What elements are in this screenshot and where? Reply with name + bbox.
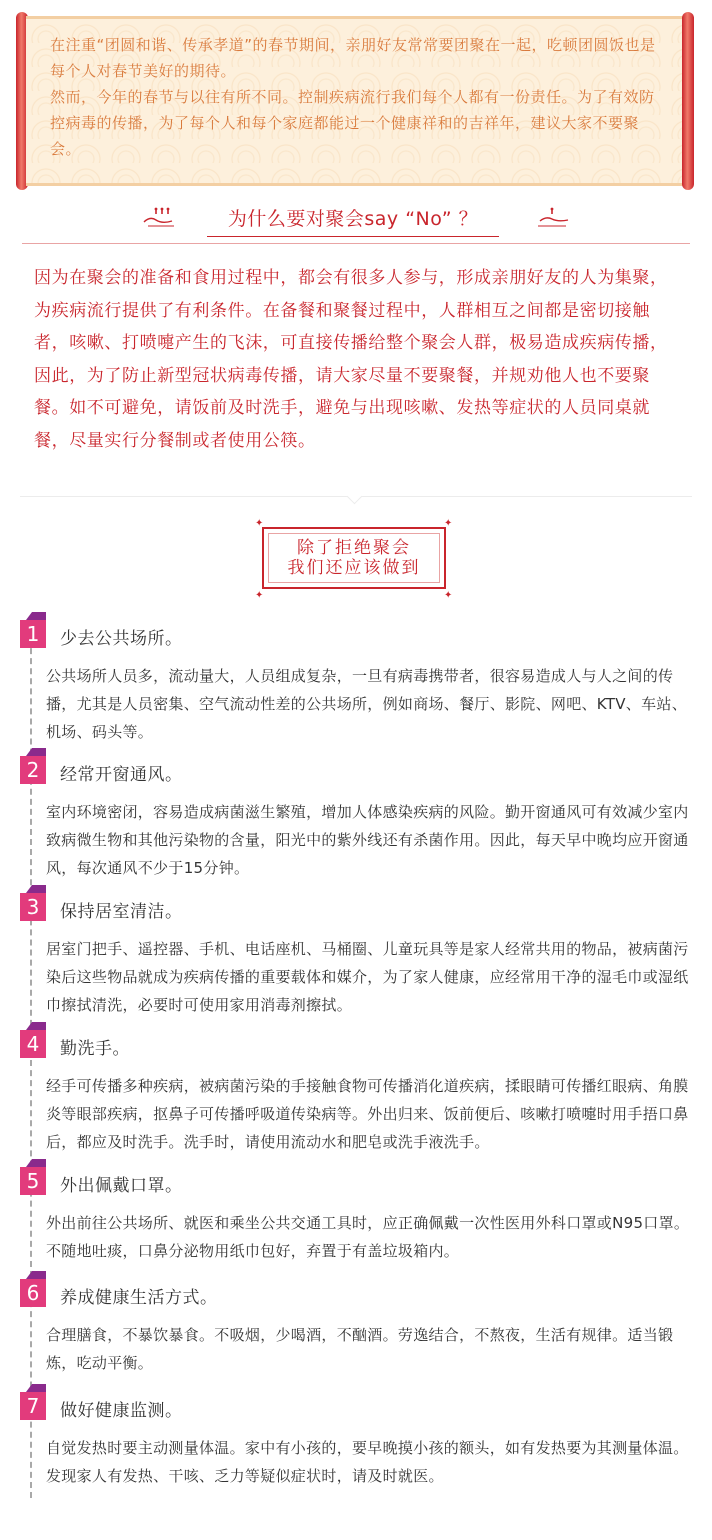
sparkle-icon: ✦ [444,518,453,529]
item-body: 公共场所人员多，流动量大，人员组成复杂，一旦有病毒携带者，很容易造成人与人之间的传播，尤其是人员密集、空气流动性差的公共场所，例如商场、餐厅、影院、网吧、KTV、车站、机场、码头等。 [46,667,687,741]
why-body: 因为在聚会的准备和食用过程中，都会有很多人参与，形成亲朋好友的人为集聚，为疾病流行提供了有利条件。在备餐和聚餐过程中，人群相互之间都是密切接触者，咳嗽、打喷嚏产生的飞沫，可直接传播给整个聚会人群，极易造成疾病传播，因此，为了防止新型冠状病毒传播，请大家尽量不要聚餐，并规劝他人也不要聚餐。如不可避免，请饭前及时洗手，避免与出现咳嗽、发热等症状的人员同桌就餐，尽量实行分餐制或者使用公筷。 [34,268,668,451]
item-number: 7 [20,1392,46,1420]
sparkle-icon: ✦ [444,590,453,601]
item-number: 6 [20,1279,46,1307]
item-body: 合理膳食，不暴饮暴食。不吸烟，少喝酒，不酗酒。劳逸结合，不熬夜，生活有规律。适当锻炼，吃动平衡。 [46,1326,674,1372]
item-title: 勤洗手。 [60,1039,130,1059]
why-title: 为什么要对聚会say “No” ？ [207,204,499,237]
item-number: 3 [20,893,46,921]
intro-scroll [16,12,694,190]
intro-paragraph: 然而，今年的春节与以往有所不同。控制疾病流行我们每个人都有一份责任。为了有效防控病毒的传播，为了每个人和每个家庭都能过一个健康祥和的吉祥年，建议大家不要聚会。 [50,88,655,158]
item-title: 经常开窗通风。 [60,765,183,785]
item-body: 居室门把手、遥控器、手机、电话座机、马桶圈、儿童玩具等是家人经常共用的物品，被病菌污染后这些物品就成为疾病传播的重要载体和媒介，为了家人健康，应经常用干净的湿毛巾或湿纸巾擦拭清洗，必要时可使用家用消毒剂擦拭。 [46,940,689,1014]
why-heading [0,196,712,246]
intro-paragraph: 在注重“团圆和谐、传承孝道”的春节期间，亲朋好友常常要团聚在一起，吃顿团圆饭也是每个人对春节美好的期待。 [50,36,656,80]
sparkle-icon: ✦ [255,518,264,529]
subtitle-line: 除了拒绝聚会 [297,538,411,558]
item-number: 1 [20,620,46,648]
cloud-ornament-icon [142,206,178,228]
item-number: 2 [20,756,46,784]
item-title: 外出佩戴口罩。 [60,1176,183,1196]
intro-text [50,32,668,162]
divider-notch [347,489,363,505]
item-body: 经手可传播多种疾病，被病菌污染的手接触食物可传播消化道疾病，揉眼睛可传播红眼病、角膜炎等眼部疾病，抠鼻子可传播呼吸道传染病等。外出归来、饭前便后、咳嗽打喷嚏时用手捂口鼻后，都应及时洗手。洗手时，请使用流动水和肥皂或洗手液洗手。 [46,1077,689,1151]
item-title: 少去公共场所。 [60,629,183,649]
item-body: 室内环境密闭，容易造成病菌滋生繁殖，增加人体感染疾病的风险。勤开窗通风可有效减少室内致病微生物和其他污染物的含量，阳光中的紫外线还有杀菌作用。因此，每天早中晚均应开窗通风，每次通风不少于15分钟。 [46,803,689,877]
item-title: 做好健康监测。 [60,1401,183,1421]
item-number: 5 [20,1167,46,1195]
item-body: 外出前往公共场所、就医和乘坐公共交通工具时，应正确佩戴一次性医用外科口罩或N95口罩。不随地吐痰，口鼻分泌物用纸巾包好，弃置于有盖垃圾箱内。 [46,1214,690,1260]
cloud-ornament-icon [536,206,572,228]
item-number: 4 [20,1030,46,1058]
sparkle-icon: ✦ [255,590,264,601]
item-title: 保持居室清洁。 [60,902,183,922]
subtitle-line: 我们还应该做到 [287,558,421,578]
subtitle-box [262,527,446,589]
scroll-roller-right [682,12,694,190]
divider [22,243,690,244]
item-body: 自觉发热时要主动测量体温。家中有小孩的，要早晚摸小孩的额头，如有发热要为其测量体温。发现家人有发热、干咳、乏力等疑似症状时，请及时就医。 [46,1439,689,1485]
item-title: 养成健康生活方式。 [60,1288,218,1308]
